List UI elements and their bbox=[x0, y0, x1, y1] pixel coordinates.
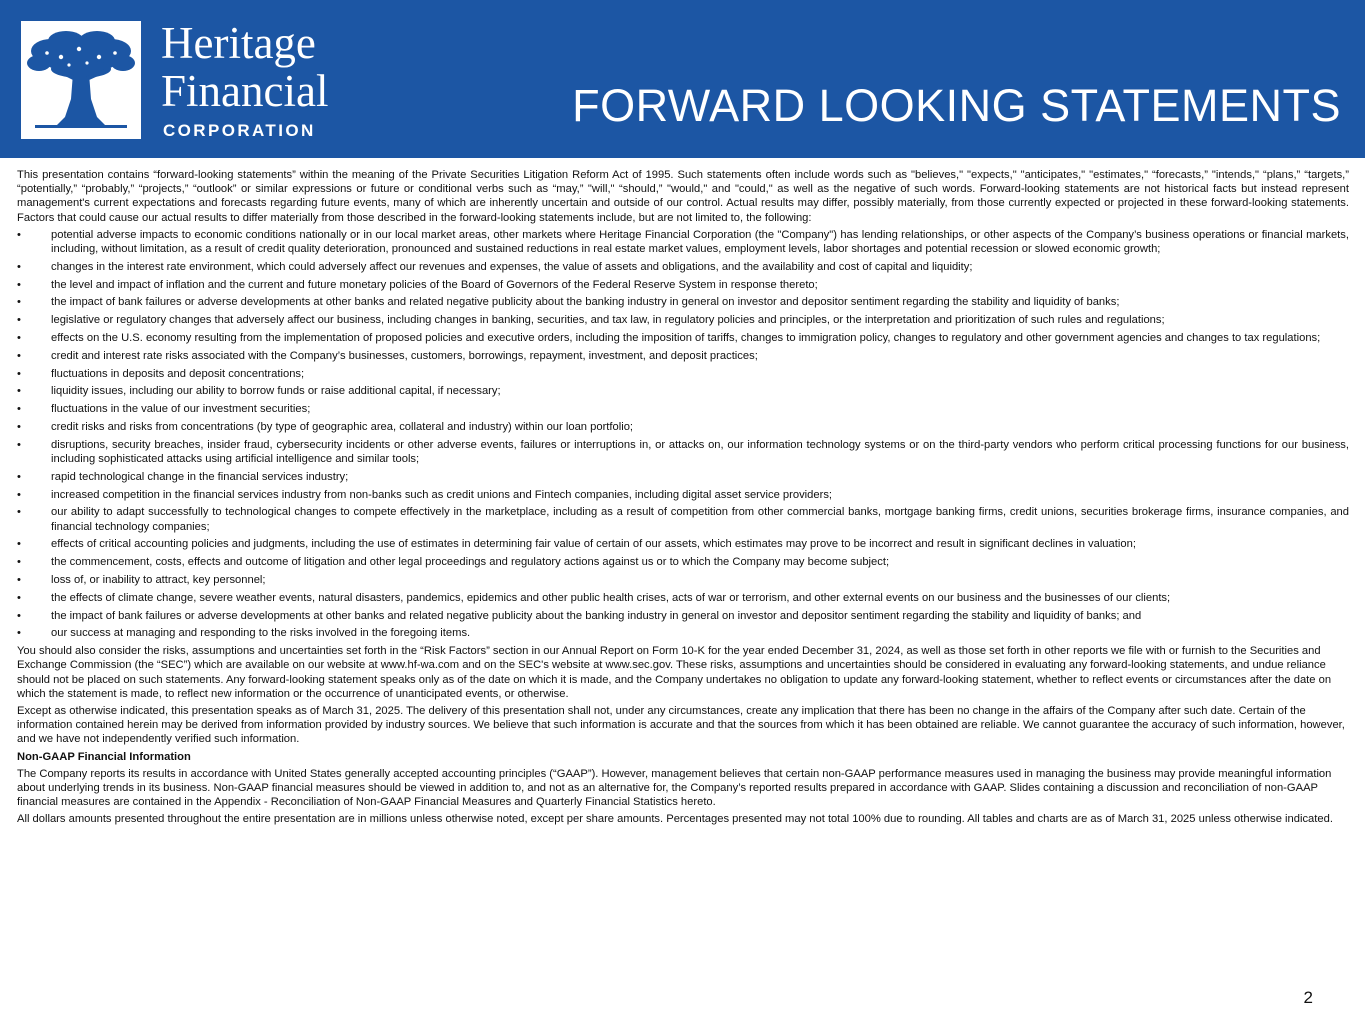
list-item bbox=[17, 278, 1349, 292]
list-item-text: the level and impact of inflation and the current and future monetary policies of the Board of Governors of the Federal Reserve System in response thereto; bbox=[51, 278, 818, 291]
list-item bbox=[17, 331, 1349, 345]
bullet-symbol: • bbox=[17, 403, 21, 416]
list-item-text: our ability to adapt successfully to technological changes to compete effectively in the marketplace, including as a result of competition from other commercial banks, mortgage banking firms, credit unions, securities brokerage firms, insurance companies, and financial technology companies; bbox=[51, 506, 1349, 533]
list-item-text: potential adverse impacts to economic conditions nationally or in our local market areas, other markets where Heritage Financial Corporation (the "Company") has lending relationships, or other aspects of the Company’s business operations or financial markets, including, without limitation, as a result of credit quality deterioration, pronounced and sustained reductions in real estate market values, employment levels, labor shortages and potential recession or slowed economic growth; bbox=[51, 228, 1349, 256]
list-item-text: the impact of bank failures or adverse developments at other banks and related negative publicity about the banking industry in general on investor and depositor sentiment regarding the stability and liquidity of banks; bbox=[51, 296, 1120, 309]
list-item-text: our success at managing and responding to the risks involved in the foregoing items. bbox=[51, 627, 471, 640]
list-item bbox=[17, 537, 1349, 551]
list-item-text: credit and interest rate risks associated with the Company’s businesses, customers, borrowings, repayment, investment, and deposit practices; bbox=[51, 349, 758, 362]
list-item bbox=[17, 367, 1349, 381]
list-item bbox=[17, 591, 1349, 605]
risk-factor-list bbox=[17, 228, 1349, 641]
bullet-symbol: • bbox=[17, 420, 21, 433]
intro-paragraph: This presentation contains “forward-looking statements” within the meaning of the Private Securities Litigation Reform Act of 1995. Such statements often include words such as "believes," "expects," "anticipates," "estimates," “forecasts,” "intends," “plans,” “targets,” “potentially,” “probably,” “projects,” “outlook” or similar expressions or future or conditional verbs such as “may,” "will," “should,” "would," and "could," as well as the negative of such words. Forward-looking statements are not historical facts but instead represent management's current expectations and forecasts regarding future events, many of which are inherently uncertain and outside of our control. Actual results may differ, possibly materially, from those currently expected or projected in these forward-looking statements. Factors that could cause our actual results to differ materially from those described in the forward-looking statements include, but are not limited to, the following: bbox=[17, 169, 1349, 224]
risk-factors-paragraph: You should also consider the risks, assumptions and uncertainties set forth in the “Risk Factors” section in our Annual Report on Form 10-K for the year ended December 31, 2024, as well as those set forth in other reports we file with or furnish to the Securities and Exchange Commission (the “SEC”) which are available on our website at www.hf-wa.com and on the SEC's website at www.sec.gov. These risks, assumptions and uncertainties should be considered in evaluating any forward-looking statements, and undue reliance should not be placed on such statements. Any forward-looking statement speaks only as of the date on which it is made, and the Company undertakes no obligation to update any forward-looking statement, whether to reflect events or circumstances after the date on which the statement is made, to reflect new information or the occurrence of unanticipated events, or otherwise. bbox=[17, 645, 1332, 700]
list-item bbox=[17, 228, 1349, 256]
list-item bbox=[17, 505, 1349, 533]
list-item bbox=[17, 295, 1349, 309]
bullet-symbol: • bbox=[17, 538, 21, 551]
bullet-symbol: • bbox=[17, 488, 21, 501]
bullet-symbol: • bbox=[17, 349, 21, 362]
as-of-date-paragraph: Except as otherwise indicated, this presentation speaks as of March 31, 2025. The delivery of this presentation shall not, under any circumstances, create any implication that there has been no change in the affairs of the Company after such date. Certain of the information contained herein may be derived from information provided by industry sources. We believe that such information is accurate and that the sources from which it has been obtained are reliable. We cannot guarantee the accuracy of such information, however, and we have not independently verified such information. bbox=[17, 704, 1345, 746]
list-item-text: disruptions, security breaches, insider fraud, cybersecurity incidents or other adverse events, failures or interruptions in, or attacks on, our information technology systems or on the third-party vendors who perform critical processing functions for our business, including sophisticated attacks using artificial intelligence and similar tools; bbox=[51, 438, 1349, 465]
bullet-symbol: • bbox=[17, 260, 21, 273]
list-item bbox=[17, 349, 1349, 363]
list-item-text: changes in the interest rate environment, which could adversely affect our revenues and expenses, the value of assets and obligations, and the availability and cost of capital and liquidity; bbox=[51, 260, 973, 273]
bullet-symbol: • bbox=[17, 438, 21, 451]
list-item bbox=[17, 384, 1349, 398]
page-title: FORWARD LOOKING STATEMENTS bbox=[572, 80, 1341, 131]
list-item-text: credit risks and risks from concentrations (by type of geographic area, collateral and industry) within our loan portfolio; bbox=[51, 420, 634, 433]
list-item bbox=[17, 260, 1349, 274]
list-item bbox=[17, 626, 1349, 640]
bullet-symbol: • bbox=[17, 627, 21, 640]
logo-box bbox=[21, 21, 141, 139]
page-number: 2 bbox=[1303, 988, 1313, 1007]
list-item-text: the impact of bank failures or adverse developments at other banks and related negative publicity about the banking industry in general on investor and depositor sentiment regarding the stability and liquidity of banks; and bbox=[51, 609, 1142, 622]
content-body bbox=[17, 168, 1349, 830]
list-item-text: rapid technological change in the financial services industry; bbox=[51, 470, 349, 483]
brand-name-line1: Heritage bbox=[161, 18, 316, 68]
non-gaap-heading: Non-GAAP Financial Information bbox=[17, 750, 191, 763]
bullet-symbol: • bbox=[17, 228, 21, 241]
list-item-text: effects on the U.S. economy resulting from the implementation of proposed policies and executive orders, including the imposition of tariffs, changes to immigration policy, changes to regulatory and other government agencies and changes to tax regulations; bbox=[51, 332, 1321, 344]
list-item bbox=[17, 438, 1349, 466]
bullet-symbol: • bbox=[17, 385, 21, 398]
bullet-symbol: • bbox=[17, 296, 21, 309]
list-item-text: increased competition in the financial services industry from non-banks such as credit unions and Fintech companies, including digital asset service providers; bbox=[51, 488, 833, 501]
bullet-symbol: • bbox=[17, 470, 21, 483]
bullet-symbol: • bbox=[17, 609, 21, 622]
bullet-symbol: • bbox=[17, 278, 21, 291]
dollars-paragraph: All dollars amounts presented throughout the entire presentation are in millions unless otherwise noted, except per share amounts. Percentages presented may not total 100% due to rounding. All tables and charts are as of March 31, 2025 unless otherwise indicated. bbox=[17, 813, 1333, 826]
list-item-text: loss of, or inability to attract, key personnel; bbox=[51, 573, 266, 586]
bullet-symbol: • bbox=[17, 506, 21, 519]
brand-name-line2: Financial bbox=[161, 66, 329, 116]
list-item-text: the effects of climate change, severe weather events, natural disasters, pandemics, epidemics and other public health crises, acts of war or terrorism, and other external events on our business and the businesses of our clients; bbox=[51, 591, 1171, 604]
list-item bbox=[17, 573, 1349, 587]
bullet-symbol: • bbox=[17, 556, 21, 569]
list-item bbox=[17, 313, 1349, 327]
brand-name-line3: CORPORATION bbox=[163, 121, 316, 140]
list-item bbox=[17, 420, 1349, 434]
list-item bbox=[17, 488, 1349, 502]
list-item bbox=[17, 470, 1349, 484]
list-item-text: fluctuations in deposits and deposit concentrations; bbox=[51, 367, 305, 380]
list-item bbox=[17, 402, 1349, 416]
bullet-symbol: • bbox=[17, 314, 21, 327]
list-item-text: effects of critical accounting policies and judgments, including the use of estimates in determining fair value of certain of our assets, which estimates may prove to be incorrect and result in significant declines in valuation; bbox=[51, 538, 1136, 551]
bullet-symbol: • bbox=[17, 367, 21, 380]
list-item-text: the commencement, costs, effects and outcome of litigation and other legal proceedings and regulatory actions against us or to which the Company may become subject; bbox=[51, 556, 890, 569]
header-banner bbox=[0, 0, 1365, 158]
bullet-symbol: • bbox=[17, 332, 21, 344]
bullet-symbol: • bbox=[17, 573, 21, 586]
list-item bbox=[17, 555, 1349, 569]
list-item-text: liquidity issues, including our ability to borrow funds or raise additional capital, if necessary; bbox=[51, 385, 501, 398]
list-item-text: legislative or regulatory changes that adversely affect our business, including changes in banking, securities, and tax law, in regulatory policies and principles, or the interpretation and prioritization of such rules and regulations; bbox=[51, 314, 1165, 327]
list-item-text: fluctuations in the value of our investment securities; bbox=[51, 403, 311, 416]
oak-tree-icon bbox=[21, 21, 141, 139]
non-gaap-paragraph: The Company reports its results in accordance with United States generally accepted accounting principles (“GAAP”). However, management believes that certain non-GAAP performance measures used in managing the business may provide meaningful information about underlying trends in its business. Non-GAAP financial measures should be viewed in addition to, and not as an alternative for, the Company’s reported results prepared in accordance with GAAP. Slides containing a discussion and reconciliation of non-GAAP financial measures are contained in the Appendix - Reconciliation of Non-GAAP Financial Measures and Quarterly Financial Statistics hereto. bbox=[17, 767, 1332, 809]
list-item bbox=[17, 609, 1349, 623]
bullet-symbol: • bbox=[17, 591, 21, 604]
